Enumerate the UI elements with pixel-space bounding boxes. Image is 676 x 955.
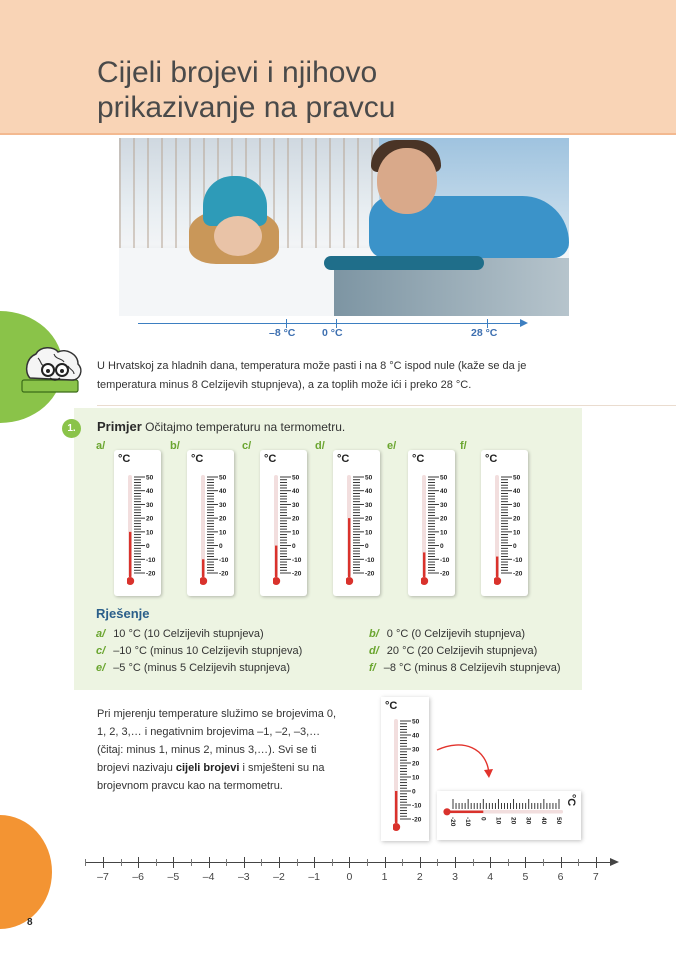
answer-c-text: –10 °C (minus 10 Celzijevih stupnjeva) <box>113 645 303 657</box>
title-line-2: prikazivanje na pravcu <box>97 91 396 124</box>
scale-label: 40 <box>440 488 448 496</box>
example-heading <box>97 419 345 434</box>
scale-label: 20 <box>513 515 521 523</box>
number-line <box>86 850 626 890</box>
title-line-1: Cijeli brojevi i njihovo <box>97 56 378 89</box>
thermometer-0 <box>114 450 161 596</box>
mercury-bulb <box>127 577 134 585</box>
answer-c-label: c/ <box>96 645 106 657</box>
thermometer-scale <box>494 473 526 591</box>
rotation-arrow-icon <box>433 740 503 784</box>
scale-label: 0 <box>219 543 223 551</box>
scale-label: -10 <box>513 556 523 564</box>
mercury-bulb <box>393 823 400 831</box>
scale-label: 20 <box>412 760 420 768</box>
mercury-bulb <box>443 808 450 815</box>
answer-b-text: 0 °C (0 Celzijevih stupnjeva) <box>386 628 526 640</box>
scale-label: -10 <box>464 817 472 827</box>
scale-label: 50 <box>219 474 227 482</box>
temperature-axis-arrow <box>520 319 528 327</box>
scale-label: -20 <box>365 570 375 578</box>
answer-b <box>369 628 525 640</box>
mercury-column <box>348 518 350 577</box>
number-line-tick <box>525 857 526 868</box>
mercury-column <box>449 811 483 813</box>
scale-label: 40 <box>146 488 154 496</box>
scale-label: 10 <box>494 817 502 825</box>
number-line-label: 4 <box>487 871 494 883</box>
scale-label: -20 <box>219 570 229 578</box>
scale-label: 40 <box>292 488 300 496</box>
mercury-column <box>395 791 397 823</box>
number-line-label: 7 <box>592 871 599 883</box>
horizontal-thermometer-scale <box>443 797 565 835</box>
example-instruction: Očitajmo temperaturu na termometru. <box>145 420 346 434</box>
answer-e <box>96 662 290 674</box>
number-line-minor-tick <box>402 859 403 866</box>
number-line-label: –6 <box>132 871 145 883</box>
paragraph-part-2: i smješteni su na brojevnom pravcu kao na termometru. <box>97 762 325 792</box>
number-line-minor-tick <box>191 859 192 866</box>
number-line-tick <box>244 857 245 868</box>
scale-label: 10 <box>513 529 521 537</box>
orange-circle-decoration <box>0 815 52 929</box>
thermometer-scale <box>421 473 453 591</box>
answer-e-label: e/ <box>96 662 106 674</box>
vertical-thermometer-scale <box>393 717 427 837</box>
answer-a-label: a/ <box>96 628 106 640</box>
scale-label: 20 <box>509 817 517 825</box>
number-line-label: 1 <box>381 871 388 883</box>
scale-label: -10 <box>440 556 450 564</box>
number-line-minor-tick <box>85 859 86 866</box>
number-line-tick <box>209 857 210 868</box>
scale-label: 40 <box>412 732 420 740</box>
scale-label: 30 <box>146 501 154 509</box>
scale-label: 50 <box>292 474 300 482</box>
number-line-label: 0 <box>346 871 353 883</box>
page-number: 8 <box>27 917 33 928</box>
scale-label: 0 <box>479 817 487 821</box>
number-line-tick <box>314 857 315 868</box>
number-line-minor-tick <box>121 859 122 866</box>
page-title <box>97 55 577 125</box>
thermometer-label-3: d/ <box>315 440 325 452</box>
number-line-tick <box>420 857 421 868</box>
thermometer-5 <box>481 450 528 596</box>
thermometer-scale <box>346 473 378 591</box>
scale-label: 30 <box>365 501 373 509</box>
scale-label: 10 <box>412 774 420 782</box>
scale-label: 50 <box>146 474 154 482</box>
scale-label: -20 <box>292 570 302 578</box>
axis-label-0: 0 °C <box>322 327 343 339</box>
number-line-label: 5 <box>522 871 529 883</box>
scale-label: -20 <box>449 817 456 827</box>
winter-photo <box>119 138 569 316</box>
scale-label: 40 <box>365 488 373 496</box>
number-line-label: –4 <box>202 871 215 883</box>
header-divider <box>0 133 676 135</box>
number-line-minor-tick <box>578 859 579 866</box>
mercury-column <box>275 546 277 577</box>
thermometer-scale <box>273 473 305 591</box>
mercury-bulb <box>200 577 207 585</box>
temperature-axis-line <box>138 323 523 324</box>
answer-a <box>96 628 264 640</box>
number-line-label: –1 <box>308 871 321 883</box>
number-line-tick <box>173 857 174 868</box>
scale-label: 0 <box>365 543 369 551</box>
mercury-column <box>423 552 425 577</box>
number-line-minor-tick <box>543 859 544 866</box>
scale-label: 40 <box>219 488 227 496</box>
intro-text: U Hrvatskoj za hladnih dana, temperatura može pasti i na 8 °C ispod nule (kaže se da je temperatura minus 8 Celzijevih stupnjeva), a za toplih može ići i preko 28 °C. <box>97 360 527 391</box>
scale-label: 10 <box>292 529 300 537</box>
answer-f-text: –8 °C (minus 8 Celzijevih stupnjeva) <box>383 662 561 674</box>
scale-label: 0 <box>292 543 296 551</box>
scale-label: 50 <box>365 474 373 482</box>
thermometer-unit: °C <box>485 453 498 465</box>
thermometer-label-4: e/ <box>387 440 397 452</box>
number-line-label: –7 <box>97 871 109 883</box>
thermometer-label-5: f/ <box>460 440 467 452</box>
scale-label: 50 <box>440 474 448 482</box>
mercury-bulb <box>346 577 353 585</box>
scale-label: -20 <box>412 816 422 824</box>
answer-d <box>369 645 537 657</box>
intro-divider <box>97 405 676 406</box>
scale-label: 20 <box>292 515 300 523</box>
scale-label: 30 <box>412 746 420 754</box>
scale-label: 30 <box>292 501 300 509</box>
scale-label: 10 <box>440 529 448 537</box>
thermometer-unit: °C <box>337 453 350 465</box>
answer-b-label: b/ <box>369 628 379 640</box>
number-line-tick <box>349 857 350 868</box>
vertical-thermometer-unit: °C <box>385 700 398 712</box>
number-line-minor-tick <box>156 859 157 866</box>
mercury-column <box>496 557 498 577</box>
scale-label: -10 <box>219 556 229 564</box>
mercury-bulb <box>421 577 428 585</box>
thermometer-4 <box>408 450 455 596</box>
scale-label: -10 <box>146 556 156 564</box>
number-line-label: 6 <box>557 871 564 883</box>
example-title: Primjer <box>97 419 142 434</box>
scale-label: 30 <box>440 501 448 509</box>
number-line-tick <box>455 857 456 868</box>
number-line-minor-tick <box>261 859 262 866</box>
thermometer-1 <box>187 450 234 596</box>
number-line-minor-tick <box>367 859 368 866</box>
number-line-tick <box>596 857 597 868</box>
number-line-label: –5 <box>167 871 180 883</box>
number-line-tick <box>138 857 139 868</box>
scale-label: 50 <box>513 474 521 482</box>
mercury-column <box>202 559 204 577</box>
scale-label: 10 <box>365 529 373 537</box>
scale-label: -10 <box>412 802 422 810</box>
number-line-minor-tick <box>226 859 227 866</box>
boy-head <box>377 148 437 214</box>
thermometer-unit: °C <box>118 453 131 465</box>
answer-a-text: 10 °C (10 Celzijevih stupnjeva) <box>113 628 264 640</box>
thermometer-unit: °C <box>191 453 204 465</box>
paragraph-part-1: Pri mjerenju temperature služimo se brojevima 0, 1, 2, 3,… i negativnim brojevima –1, –2, –3,… (čitaj: minus 1, minus 2, minus 3,…). Svi se ti brojevi nazivaju <box>97 708 337 774</box>
thermometer-label-0: a/ <box>96 440 106 452</box>
scale-label: 0 <box>412 788 416 796</box>
number-line-tick <box>385 857 386 868</box>
scale-label: -20 <box>146 570 156 578</box>
scale-label: 50 <box>412 718 420 726</box>
number-line-tick <box>561 857 562 868</box>
number-line-minor-tick <box>473 859 474 866</box>
answer-c <box>96 645 302 657</box>
answer-f <box>369 662 561 674</box>
vertical-thermometer <box>381 697 429 841</box>
thermometer-unit: °C <box>412 453 425 465</box>
mercury-column <box>129 532 131 577</box>
number-line-tick <box>490 857 491 868</box>
boy-board <box>324 256 484 270</box>
scale-label: 20 <box>219 515 227 523</box>
number-line-tick <box>279 857 280 868</box>
thermometer-label-2: c/ <box>242 440 252 452</box>
answer-d-label: d/ <box>369 645 379 657</box>
scale-label: 10 <box>219 529 227 537</box>
scale-label: 40 <box>513 488 521 496</box>
number-line-minor-tick <box>508 859 509 866</box>
horizontal-thermometer <box>437 791 581 840</box>
scale-label: 30 <box>219 501 227 509</box>
scale-label: 20 <box>365 515 373 523</box>
scale-label: 30 <box>513 501 521 509</box>
number-line-minor-tick <box>332 859 333 866</box>
scale-label: -20 <box>513 570 523 578</box>
scale-label: 50 <box>555 817 562 825</box>
horizontal-thermometer-unit: °C <box>564 793 577 807</box>
mercury-bulb <box>273 577 280 585</box>
scale-label: 40 <box>539 817 547 825</box>
scale-label: 10 <box>146 529 154 537</box>
number-line-label: –3 <box>237 871 250 883</box>
brain-mascot-icon <box>20 344 90 396</box>
thermometer-unit: °C <box>264 453 277 465</box>
temperature-axis <box>138 315 528 339</box>
axis-label-minus-8: –8 °C <box>269 327 296 339</box>
number-line-minor-tick <box>437 859 438 866</box>
axis-label-28: 28 °C <box>471 327 498 339</box>
number-line-arrow <box>610 858 619 866</box>
scale-label: -10 <box>292 556 302 564</box>
number-line-tick <box>103 857 104 868</box>
mercury-bulb <box>494 577 501 585</box>
number-line-label: 2 <box>416 871 423 883</box>
thermometer-scale <box>127 473 159 591</box>
scale-label: 30 <box>524 817 532 825</box>
thermometer-scale <box>200 473 232 591</box>
answer-d-text: 20 °C (20 Celzijevih stupnjeva) <box>386 645 538 657</box>
scale-label: 0 <box>146 543 150 551</box>
thermometer-3 <box>333 450 380 596</box>
answer-e-text: –5 °C (minus 5 Celzijevih stupnjeva) <box>113 662 290 674</box>
integers-paragraph <box>97 705 342 795</box>
scale-label: 20 <box>146 515 154 523</box>
solution-title: Rješenje <box>96 606 150 621</box>
number-line-label: –2 <box>273 871 285 883</box>
thermometer-2 <box>260 450 307 596</box>
number-line-label: 3 <box>452 871 458 883</box>
scale-label: 0 <box>513 543 517 551</box>
girl-face <box>214 216 262 256</box>
scale-label: -10 <box>365 556 375 564</box>
thermometer-label-1: b/ <box>170 440 180 452</box>
scale-label: -20 <box>440 570 450 578</box>
answer-f-label: f/ <box>369 662 376 674</box>
paragraph-keyword: cijeli brojevi <box>175 762 240 774</box>
number-line-minor-tick <box>297 859 298 866</box>
scale-label: 20 <box>440 515 448 523</box>
example-number-badge: 1. <box>62 419 81 438</box>
scale-label: 0 <box>440 543 444 551</box>
